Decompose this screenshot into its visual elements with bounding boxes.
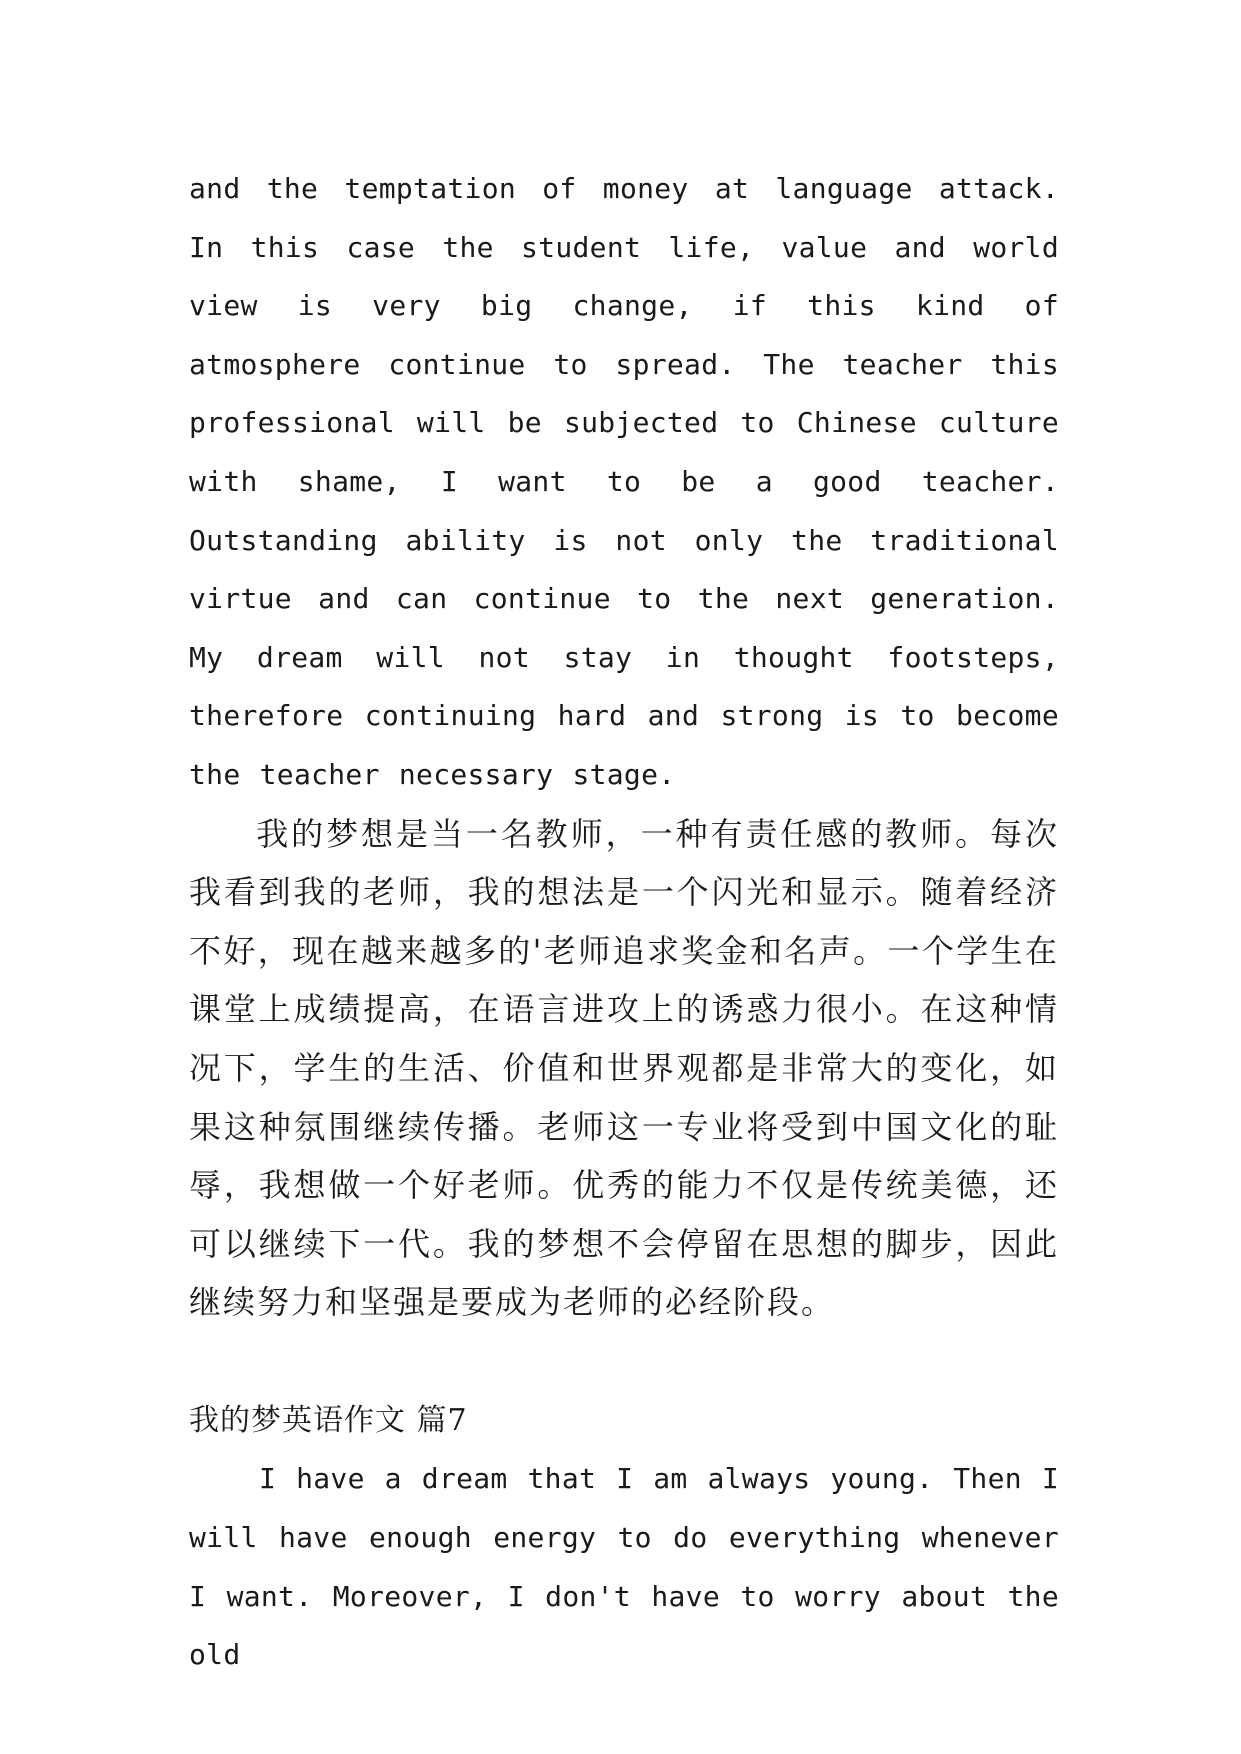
document-body: [189, 160, 1059, 1685]
section-heading: 我的梦英语作文 篇7: [189, 1402, 468, 1438]
paragraph-chinese: 我的梦想是当一名教师，一种有责任感的教师。每次我看到我的老师，我的想法是一个闪光和显示。随着经济不好，现在越来越多的'老师追求奖金和名声。一个学生在课堂上成绩提高，在语言进攻上的诱惑力很小。在这种情况下，学生的生活、价值和世界观都是非常大的变化，如果这种氛围继续传播。老师这一专业将受到中国文化的耻辱，我想做一个好老师。优秀的能力不仅是传统美德，还可以继续下一代。我的梦想不会停留在思想的脚步，因此继续努力和坚强是要成为老师的必经阶段。: [189, 814, 1059, 1322]
paragraph-english-continuation: and the temptation of money at language attack. In this case the student life, value and world view is very big change, if this kind of atmosphere continue to spread. The teacher this professional will be subjected to Chinese culture with shame, I want to be a good teacher. Outstanding ability is not only the traditional virtue and can continue to the next generation. My dream will not stay in thought footsteps, therefore continuing hard and strong is to become the teacher necessary stage.: [189, 172, 1059, 791]
paragraph-english-intro: I have a dream that I am always young. Then I will have enough energy to do everything whenever I want. Moreover, I don't have to worry about the old: [189, 1462, 1059, 1672]
